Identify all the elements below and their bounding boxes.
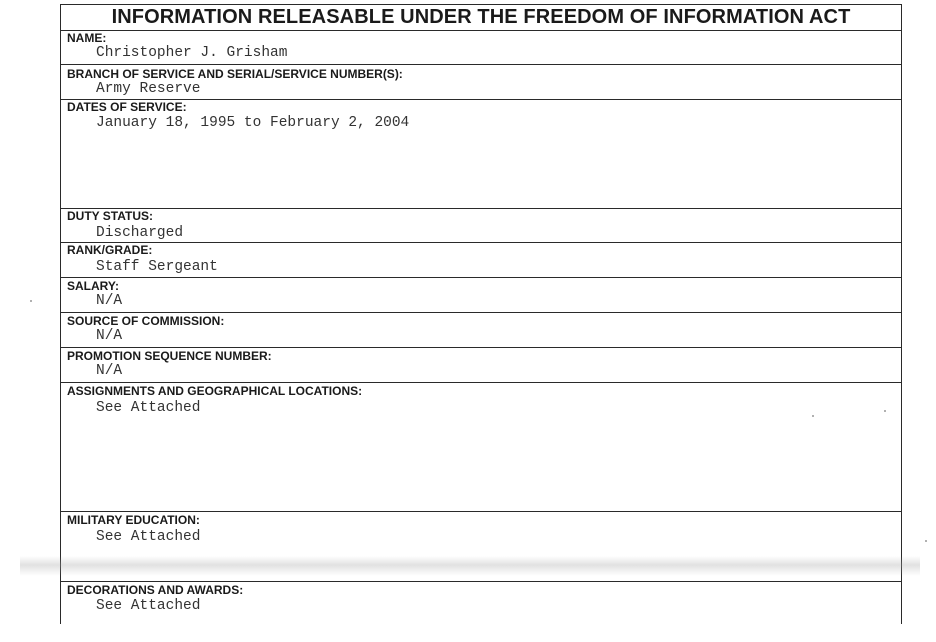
- scan-speck: [812, 415, 814, 417]
- field-rank-grade: [61, 243, 901, 278]
- scan-speck: [30, 300, 32, 302]
- field-label: RANK/GRADE:: [67, 243, 153, 257]
- field-label: DATES OF SERVICE:: [67, 100, 187, 114]
- field-decorations-and-awards: [61, 582, 901, 642]
- field-branch-of-service: [61, 65, 901, 100]
- field-value: January 18, 1995 to February 2, 2004: [96, 115, 410, 131]
- field-value: N/A: [96, 328, 123, 344]
- field-source-of-commission: [61, 313, 901, 348]
- field-label: SOURCE OF COMMISSION:: [67, 314, 225, 328]
- field-value: N/A: [96, 293, 123, 309]
- field-military-education: [61, 512, 901, 582]
- field-label: MILITARY EDUCATION:: [67, 513, 200, 527]
- field-label: PROMOTION SEQUENCE NUMBER:: [67, 349, 272, 363]
- field-value: Army Reserve: [96, 81, 201, 97]
- field-value: Staff Sergeant: [96, 259, 218, 275]
- field-promotion-sequence-number: [61, 348, 901, 383]
- field-assignments-and-locations: [61, 383, 901, 512]
- field-value: Christopher J. Grisham: [96, 45, 288, 61]
- foia-release-form: [60, 4, 902, 624]
- field-dates-of-service: [61, 100, 901, 209]
- field-label: NAME:: [67, 31, 107, 45]
- scan-speck: [884, 410, 886, 412]
- field-duty-status: [61, 209, 901, 243]
- field-label: BRANCH OF SERVICE AND SERIAL/SERVICE NUMBER(S):: [67, 67, 403, 81]
- field-value: Discharged: [96, 225, 184, 241]
- field-value: See Attached: [96, 598, 201, 614]
- field-label: DECORATIONS AND AWARDS:: [67, 583, 244, 597]
- field-label: DUTY STATUS:: [67, 209, 153, 223]
- field-value: N/A: [96, 363, 123, 379]
- field-value: See Attached: [96, 529, 201, 545]
- field-label: SALARY:: [67, 279, 119, 293]
- form-title: INFORMATION RELEASABLE UNDER THE FREEDOM OF INFORMATION ACT: [61, 5, 901, 31]
- scan-speck: [925, 540, 927, 542]
- field-name: [61, 31, 901, 65]
- field-salary: [61, 278, 901, 313]
- field-label: ASSIGNMENTS AND GEOGRAPHICAL LOCATIONS:: [67, 384, 363, 398]
- field-value: See Attached: [96, 400, 201, 416]
